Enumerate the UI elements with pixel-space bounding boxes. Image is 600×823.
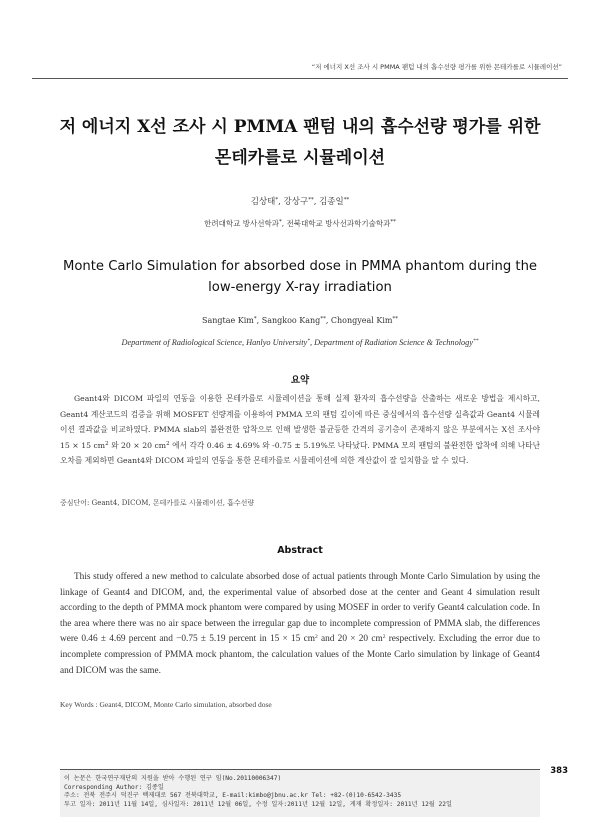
korean-title	[40, 112, 560, 174]
english-keywords: Key Words : Geant4, DICOM, Monte Carlo simulation, absorbed dose	[60, 700, 272, 709]
running-head: “저 에너지 X선 조사 시 PMMA 팬텀 내의 흡수선량 평가를 위한 몬테카를로 시뮬레이션”	[311, 63, 562, 71]
footnote-funding: 이 논문은 한국연구재단의 지원을 받아 수행된 연구 임(No.20110006347)	[64, 775, 282, 782]
affiliation-mark: **	[308, 197, 314, 203]
affiliation-mark: **	[320, 316, 326, 322]
affiliation-mark: **	[390, 219, 396, 225]
korean-title-line2: 몬테카를로 시뮬레이션	[214, 148, 386, 168]
superscript: 2	[314, 634, 318, 641]
abstract-text: Geant4와 DICOM 파일의 연동을 이용한 몬테카를로 시뮬레이션을 통해 실제 환자의 흡수선량을 산출하는 새로운 방법을 제시하고, Geant4 계산코드의 검증을 위해 MOSFET 선량계를 이용하여 PMMA 모의 팬텀 깊이에 따른 중심에서의 흡수선량 실측값과 Geant4 시뮬레이션 결과값을 비교하였다. PMMA slab의 불완전한 압착으로 인해 발생한 불균등한 간격의 공기층이 존재하지 않은 부분에서는 X선 조사야 15 × 15 cm	[60, 394, 540, 450]
english-affiliation: Department of Radiological Science, Hanlyo University*, Department of Radiation Science & Technology**	[121, 338, 479, 347]
abstract-text: This study offered a new method to calculate absorbed dose of actual patients through Monte Carlo Simulation by using the linkage of Geant4 and DICOM, and, the experimental value of absorbed dose at the center and Geant 4 simulation result according to the depth of PMMA mock phantom were compared by using MOSEF in order to verify Geant4 calculation code. In the area where there was no air space between the irregular gap due to incomplete compression of PMMA slab, the differences were 0.46 ± 4.69 percent and −0.75 ± 5.19 percent in 15 × 15 cm	[60, 572, 540, 645]
footnote-box	[60, 769, 540, 817]
abstract-text: 와 20 × 20 cm	[108, 440, 167, 450]
english-authors: Sangtae Kim*, Sangkoo Kang**, Chongyeal Kim**	[201, 316, 399, 325]
korean-keywords: 중심단어: Geant4, DICOM, 몬테카를로 시뮬레이션, 흡수선량	[60, 499, 255, 507]
affiliation-mark: *	[253, 316, 257, 322]
korean-affiliation: 한려대학교 방사선학과*, 전북대학교 방사선과학기술학과**	[204, 219, 396, 228]
footnote-corresponding: Corresponding Author: 김종일	[64, 783, 164, 791]
page-number: 383	[550, 766, 568, 776]
author-name: Sangtae Kim	[201, 316, 254, 325]
author-name: Sangkoo Kang	[261, 316, 321, 325]
superscript: 2	[166, 440, 170, 447]
abstract-body	[60, 570, 540, 679]
english-title	[40, 256, 560, 298]
affiliation-mark: **	[473, 338, 479, 344]
english-title-line2: low-energy X-ray irradiation	[208, 280, 392, 295]
english-title-line1: Monte Carlo Simulation for absorbed dose in PMMA phantom during the	[62, 259, 538, 274]
header-rule	[32, 78, 568, 79]
footnote-address: 주소: 전북 전주시 덕진구 백제대로 567 전북대학교, E-mail:kimbo@jbnu.ac.kr Tel: +82-(0)10-6542-3435	[64, 792, 402, 800]
affiliation-mark: *	[307, 338, 310, 344]
korean-authors: 김상태*, 강상구**, 김종일**	[250, 197, 350, 207]
abstract-heading: Abstract	[277, 545, 323, 556]
affiliation-mark: *	[278, 219, 282, 225]
superscript: 2	[382, 634, 386, 641]
affiliation: 한려대학교 방사선학과	[204, 219, 279, 228]
abstract-text: 에서 각각 0.46 ± 4.69% 와 -0.75 ± 5.19%로 나타났다. PMMA 모의 팬텀의 불완전한 압착에 의해 나타난 오차를 제외하면 Geant4와 DICOM 파일의 연동을 통한 몬테카를로 시뮬레이션에 의한 계산값이 잘 일치함을 알 수 있다.	[60, 440, 540, 466]
abstract-text: and 20 × 20 cm	[317, 634, 383, 645]
abstract-text: respectively. Excluding the error due to incomplete compression of PMMA mock phantom, the calculation values of the Monte Carlo simulation by linkage of Geant4 and DICOM was the same.	[60, 634, 540, 676]
korean-abstract-heading: 요약	[290, 375, 310, 386]
affiliation: Department of Radiation Science & Technology	[314, 338, 474, 347]
korean-abstract-body	[60, 391, 540, 469]
affiliation: Department of Radiological Science, Hanlyo University	[121, 338, 308, 347]
author-name: 김상태	[250, 197, 276, 207]
superscript: 2	[105, 440, 109, 447]
affiliation-mark: *	[275, 197, 279, 203]
affiliation-mark: **	[392, 316, 399, 322]
author-name: 강상구	[283, 197, 309, 207]
author-name: 김종일	[319, 197, 344, 207]
author-name: Chongyeal Kim	[330, 316, 393, 325]
korean-title-line1: 저 에너지 X선 조사 시 PMMA 팬텀 내의 흡수선량 평가를 위한	[59, 117, 541, 137]
footnote-dates: 투고 일자: 2011년 11월 14일, 심사일자: 2011년 12월 06일, 수정 일자:2011년 12월 12일, 게재 확정일자: 2011년 12월 22일	[64, 800, 452, 808]
affiliation-mark: **	[343, 197, 350, 203]
affiliation: 전북대학교 방사선과학기술학과	[286, 219, 391, 228]
